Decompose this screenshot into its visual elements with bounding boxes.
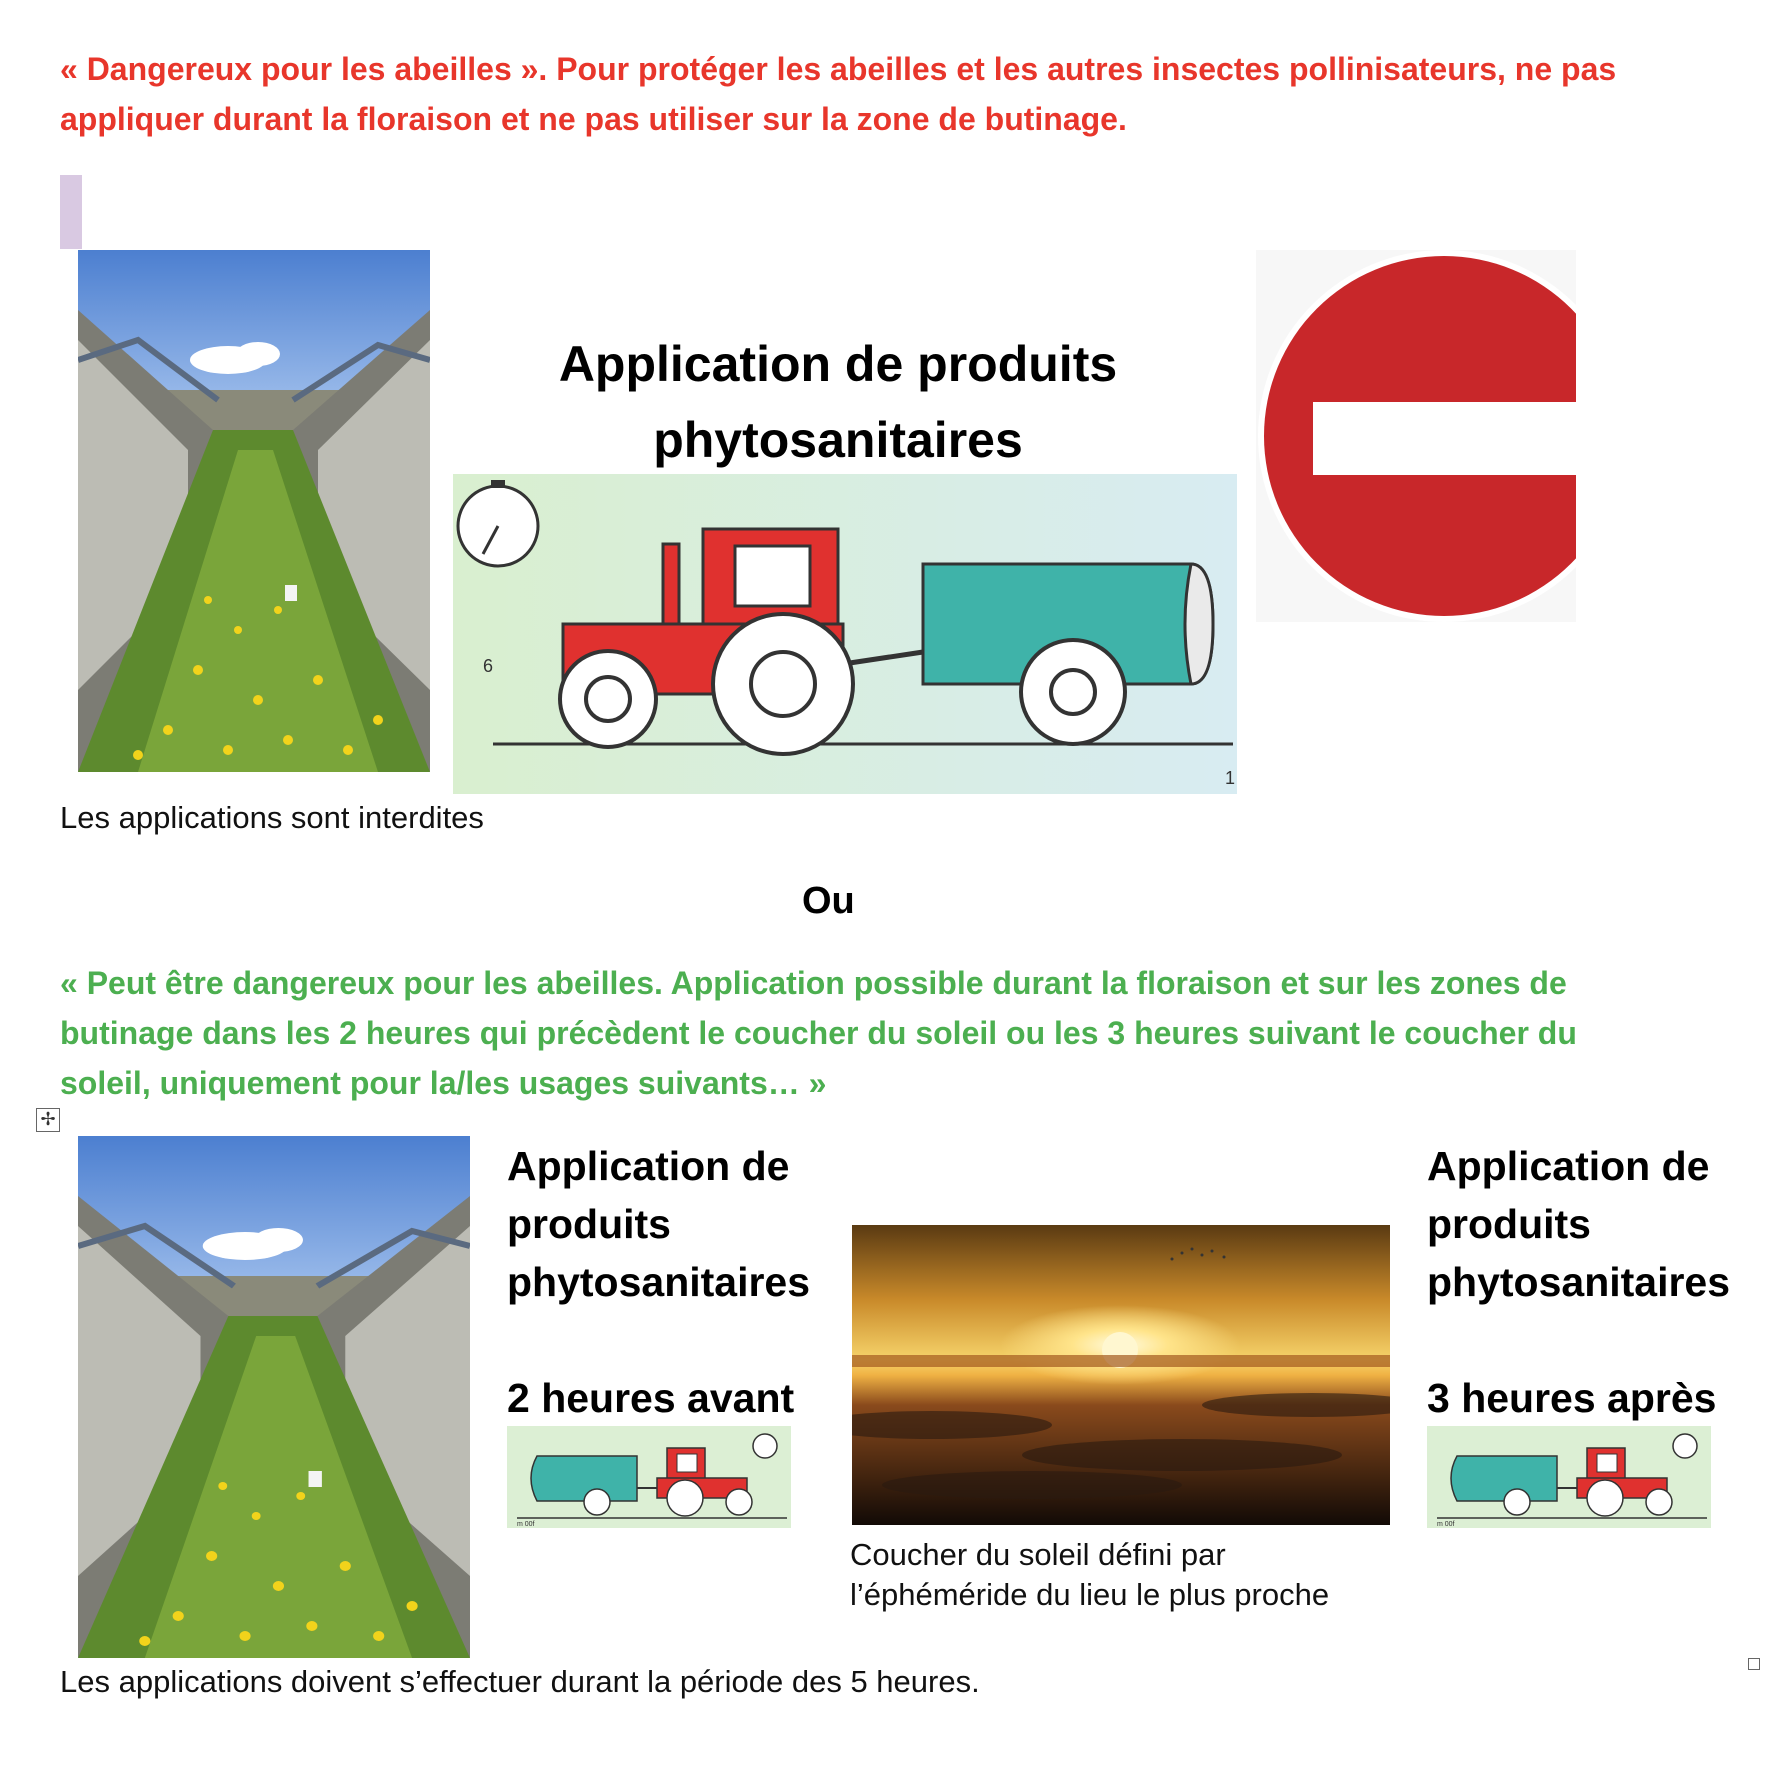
tractor-sprayer-illustration [453, 474, 1237, 794]
or-separator: Ou [802, 880, 855, 922]
before-title-line2: produits [507, 1201, 671, 1247]
sunset-photo [852, 1225, 1390, 1525]
tractor-tick-right: 1 [1225, 768, 1236, 788]
before-title-line1: Application de [507, 1143, 790, 1189]
small-tractor-right-label: m 00f [1437, 1521, 1455, 1528]
after-title-line2: produits [1427, 1201, 1591, 1247]
after-title-line1: Application de [1427, 1143, 1710, 1189]
before-sunset-block [507, 1137, 837, 1311]
table-resize-handle-icon[interactable] [1748, 1658, 1760, 1670]
sunset-caption-line1: Coucher du soleil défini par [850, 1537, 1226, 1572]
small-tractor-right [1427, 1426, 1711, 1528]
orchard-photo-top [78, 250, 430, 772]
no-entry-sign [1256, 250, 1596, 622]
comment-marker [60, 175, 82, 249]
five-hours-caption: Les applications doivent s’effectuer durant la période des 5 heures. [60, 1664, 980, 1699]
prohibited-caption: Les applications sont interdites [60, 800, 484, 835]
after-sunset-block [1427, 1137, 1757, 1311]
small-tractor-left-label: m 00f [517, 1521, 535, 1528]
orchard-photo-bottom [78, 1136, 470, 1658]
bee-danger-warning: « Dangereux pour les abeilles ». Pour protéger les abeilles et les autres insectes pollinisateurs, ne pas appliquer durant la floraison et ne pas utiliser sur la zone de butinage. [60, 51, 1617, 137]
sunset-caption [850, 1535, 1410, 1615]
small-tractor-left [507, 1426, 791, 1528]
table-move-handle-icon[interactable]: ✢ [36, 1108, 60, 1132]
tractor-tick-left: 6 [483, 656, 494, 676]
sunset-caption-line2: l’éphéméride du lieu le plus proche [850, 1577, 1330, 1612]
application-title-line1: Application de produits [558, 336, 1118, 392]
application-title-line2: phytosanitaires [653, 412, 1023, 468]
before-sunset-timing: 2 heures avant [507, 1375, 795, 1421]
after-title-line3: phytosanitaires [1427, 1259, 1731, 1305]
bee-caution-warning: « Peut être dangereux pour les abeilles. Application possible durant la floraison et sur les zones de butinage dans les 2 heures qui précèdent le coucher du soleil ou les 3 heures suivant le coucher du soleil, uniquement pour la/les usages suivants… » [60, 965, 1577, 1101]
before-title-line3: phytosanitaires [507, 1259, 811, 1305]
after-sunset-timing: 3 heures après [1427, 1375, 1717, 1421]
application-title [448, 326, 1228, 478]
